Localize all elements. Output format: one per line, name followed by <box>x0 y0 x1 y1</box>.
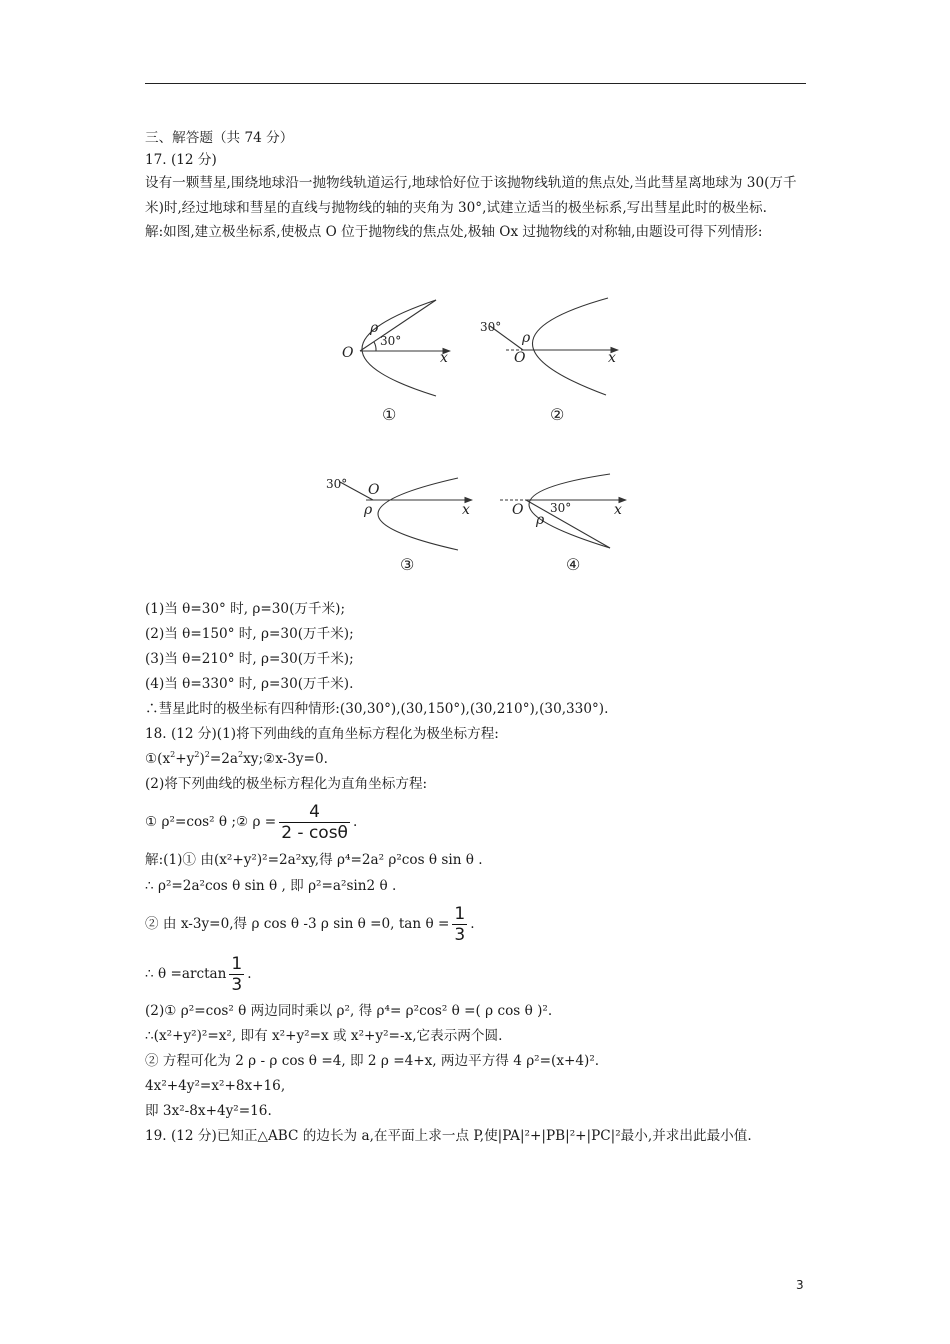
fraction-numerator: 1 <box>231 954 243 974</box>
fig4-angle: 30° <box>550 501 572 515</box>
q18-part1-eqs: $①(x^2+y^2)^2=2a^2xy;②x-3y=0$. <box>145 750 328 767</box>
q17-solution-intro: 解:如图,建立极坐标系,使极点 O 位于抛物线的焦点处,极轴 Ox 过抛物线的对称轴,由题设可得下列情形: <box>145 224 763 240</box>
figure-2 <box>490 298 618 395</box>
fig1-rho: ρ <box>370 320 379 336</box>
fraction-numerator: 1 <box>454 904 466 924</box>
page-body <box>145 127 810 245</box>
fig3-origin: O <box>368 482 380 498</box>
fig2-x: x <box>608 350 616 366</box>
q18-sol-line6: ∴(x²+y²)²=x², 即有 x²+y²=x 或 x²+y²=-x,它表示两个圆. <box>145 1028 503 1044</box>
figure-1 <box>360 300 450 396</box>
fraction <box>279 802 350 843</box>
fig2-origin: O <box>514 350 526 366</box>
fraction-denominator: 3 <box>454 925 466 945</box>
fig3-angle: 30° <box>326 477 348 491</box>
q18-sol-line8: 4x²+4y²=x²+8x+16, <box>145 1078 286 1094</box>
q18-part2-prompt: (2)将下列曲线的极坐标方程化为直角坐标方程: <box>145 776 428 792</box>
eq-suffix: . <box>352 814 358 830</box>
q18-sol-line1: 解:(1)① 由(x²+y²)²=2a²xy,得 ρ⁴=2a² ρ²cos θ sin θ . <box>145 852 483 868</box>
figure-3 <box>340 478 472 550</box>
section-title: 三、解答题（共 74 分） <box>145 130 294 146</box>
fig2-rho: ρ <box>522 330 531 346</box>
q17-case-4: (4)当 θ=330° 时, ρ=30(万千米). <box>145 676 354 692</box>
page-number: 3 <box>796 1278 804 1292</box>
q18-label: 18. (12 分) <box>145 726 217 742</box>
q19-text: 19. (12 分)已知正△ABC 的边长为 a,在平面上求一点 P,使|PA|²+|PB|²+|PC|²最小,并求出此最小值. <box>145 1128 752 1144</box>
q17-case-2: (2)当 θ=150° 时, ρ=30(万千米); <box>145 626 354 642</box>
fig2-caption: ② <box>550 405 565 424</box>
eq-part: ) <box>199 751 205 767</box>
fig3-rho: ρ <box>364 502 373 518</box>
fig3-x: x <box>462 502 470 518</box>
fig1-x: x <box>440 350 448 366</box>
q17-case-3: (3)当 θ=210° 时, ρ=30(万千米); <box>145 651 354 667</box>
q17-problem: 设有一颗彗星,围绕地球沿一抛物线轨道运行,地球恰好位于该抛物线轨道的焦点处,当此彗星离地球为 30(万千米)时,经过地球和彗星的直线与抛物线的轴的夹角为 30°,试建立适当的极坐标系,写出彗星此时的极坐标. <box>145 175 797 216</box>
q18-sol-line5: (2)① ρ²=cos² θ 两边同时乘以 ρ², 得 ρ⁴= ρ²cos² θ =( ρ cos θ )². <box>145 1003 553 1019</box>
q18-sol-line4 <box>145 949 810 999</box>
eq-part: xy;②x-3y=0. <box>243 751 328 767</box>
q18-sol-line9: 即 3x²-8x+4y²=16. <box>145 1103 272 1119</box>
fraction <box>229 954 244 995</box>
page-body-2 <box>145 597 810 1149</box>
fig3-caption: ③ <box>400 555 415 574</box>
parabola-figures <box>318 292 638 582</box>
fig1-angle: 30° <box>380 334 402 348</box>
fig2-angle: 30° <box>480 320 502 334</box>
eq-suffix: . <box>470 916 475 932</box>
fig1-caption: ① <box>382 405 397 424</box>
header-rule <box>145 83 806 84</box>
eq-prefix: ② 由 x-3y=0,得 ρ cos θ -3 ρ sin θ =0, tan θ = <box>145 916 450 932</box>
eq-part: +y <box>175 751 195 767</box>
q18-sol-line3 <box>145 899 810 949</box>
q17-case-1: (1)当 θ=30° 时, ρ=30(万千米); <box>145 601 346 617</box>
q18-part2-eqs <box>145 797 810 847</box>
fig4-caption: ④ <box>566 555 581 574</box>
fraction-denominator: 3 <box>231 975 243 995</box>
q18-sol-line7: ② 方程可化为 2 ρ - ρ cos θ =4, 即 2 ρ =4+x, 两边平方得 4 ρ²=(x+4)². <box>145 1053 600 1069</box>
fig4-x: x <box>614 502 622 518</box>
eq-suffix: . <box>247 966 252 982</box>
q18-part1-prompt: (1)将下列曲线的直角坐标方程化为极坐标方程: <box>216 726 499 742</box>
fraction-numerator: 4 <box>309 802 320 822</box>
fraction <box>452 904 467 945</box>
q17-label: 17. (12 分) <box>145 152 217 168</box>
q17-conclusion: ∴彗星此时的极坐标有四种情形:(30,30°),(30,150°),(30,210°),(30,330°). <box>145 701 609 717</box>
eq-part: =2a <box>209 751 238 767</box>
fraction-denominator: 2 - cosθ <box>281 823 348 843</box>
fig1-origin: O <box>342 345 354 361</box>
eq-prefix: ① ρ²=cos² θ ;② ρ = <box>145 814 277 830</box>
q18-heading <box>145 722 810 747</box>
q18-sol-line2: ∴ ρ²=2a²cos θ sin θ , 即 ρ²=a²sin2 θ . <box>145 878 397 894</box>
fig4-rho: ρ <box>536 512 545 528</box>
fig4-origin: O <box>512 502 524 518</box>
eq-part: ①(x <box>145 751 171 767</box>
eq-prefix: ∴ θ =arctan <box>145 966 227 982</box>
